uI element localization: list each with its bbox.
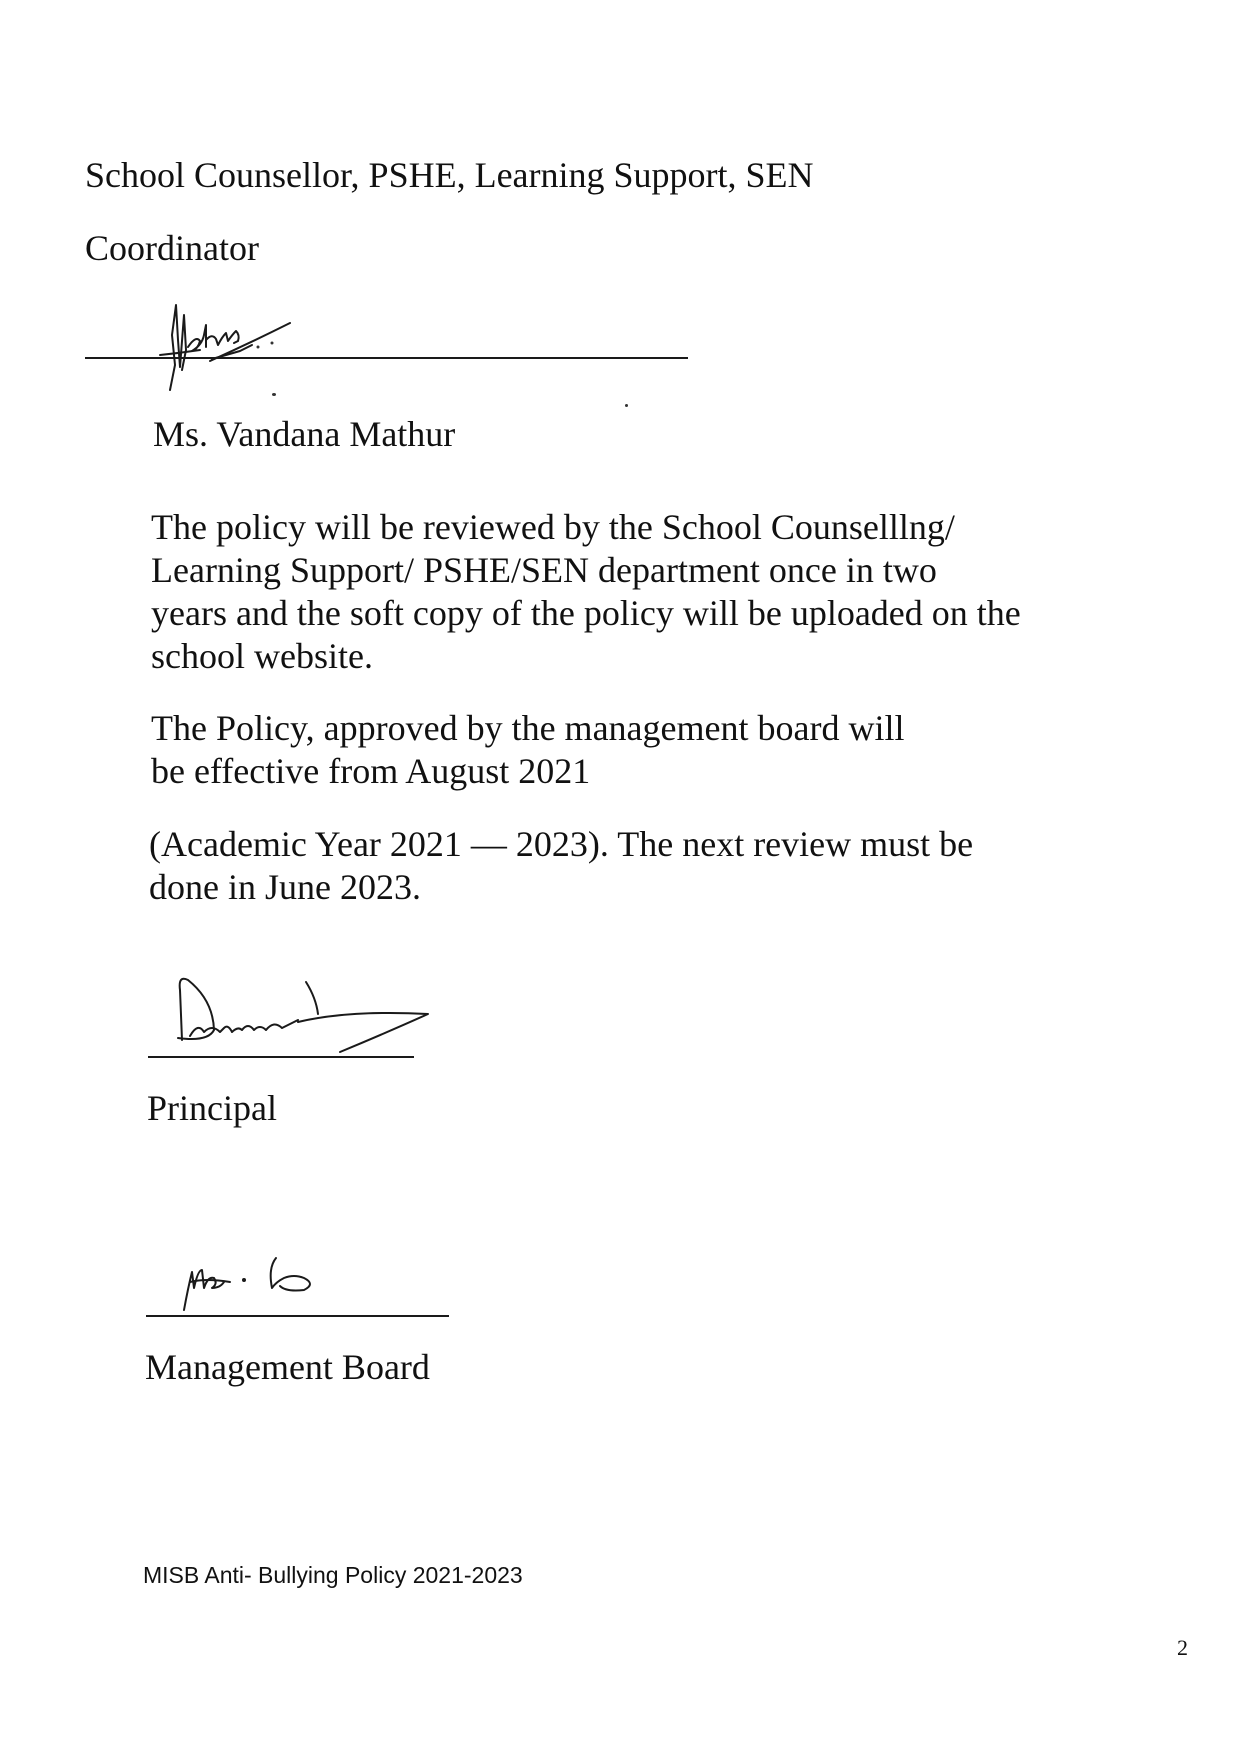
counsellor-signature-line: [85, 357, 688, 359]
principal-label: Principal: [147, 1088, 277, 1128]
academic-paragraph: [149, 823, 973, 909]
management-label: Management Board: [145, 1347, 430, 1387]
scan-speck: [625, 404, 628, 407]
academic-line: done in June 2023.: [149, 867, 421, 907]
review-line: The policy will be reviewed by the School Counselllng/: [151, 507, 955, 547]
academic-line: (Academic Year 2021 — 2023). The next review must be: [149, 824, 974, 864]
counsellor-name: Ms. Vandana Mathur: [153, 414, 456, 454]
header-line-2: Coordinator: [85, 228, 259, 268]
scan-speck: [272, 393, 276, 396]
review-line: Learning Support/ PSHE/SEN department once in two: [151, 550, 937, 590]
review-paragraph: [151, 506, 1021, 678]
page-number: 2: [1177, 1635, 1188, 1660]
review-line: school website.: [151, 636, 373, 676]
approval-line: be effective from August 2021: [151, 751, 591, 791]
management-signature-line: [146, 1315, 449, 1317]
header-line-1: School Counsellor, PSHE, Learning Support, SEN: [85, 155, 814, 195]
counsellor-signature: [140, 295, 310, 395]
document-footer: MISB Anti- Bullying Policy 2021-2023: [143, 1562, 523, 1588]
review-line: years and the soft copy of the policy will be uploaded on the: [151, 593, 1021, 633]
principal-signature-line: [148, 1056, 414, 1058]
approval-line: The Policy, approved by the management board will: [151, 708, 905, 748]
management-signature: [176, 1248, 386, 1318]
approval-paragraph: [151, 707, 904, 793]
principal-signature: [168, 970, 438, 1060]
